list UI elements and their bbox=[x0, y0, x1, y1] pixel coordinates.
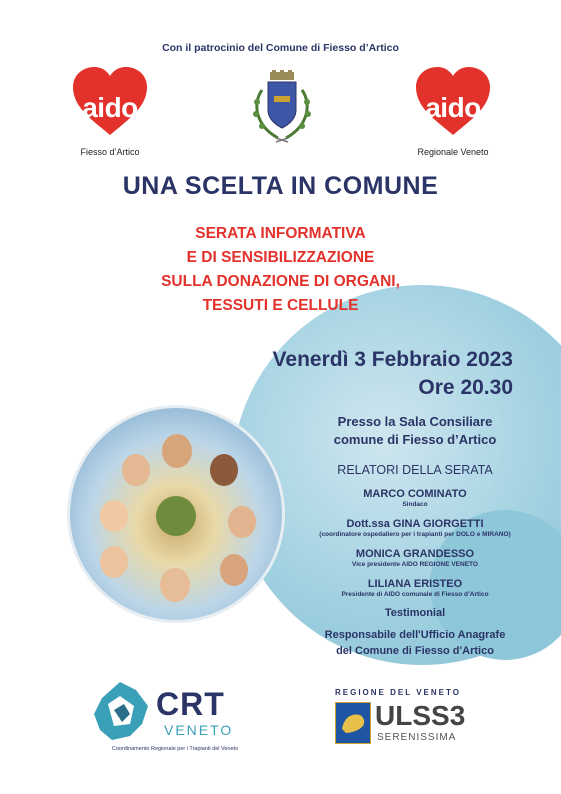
testimonial-line: del Comune di Fiesso d'Artico bbox=[336, 645, 494, 657]
aido-wordmark-right: aido bbox=[425, 92, 481, 123]
crt-word: CRT bbox=[156, 686, 225, 722]
municipal-crest-icon bbox=[248, 70, 316, 150]
aido-caption-right: Regionale Veneto bbox=[417, 147, 489, 157]
testimonial-line: Responsabile dell'Ufficio Anagrafe bbox=[324, 629, 506, 641]
speaker-name: LILIANA ERISTEO bbox=[367, 578, 463, 590]
speaker-role: Presidente di AIDO comunale di Fiesso d’Artico bbox=[341, 591, 489, 598]
crt-sub: VENETO bbox=[164, 722, 234, 738]
event-datetime bbox=[273, 346, 513, 402]
poster-subtitle bbox=[0, 222, 561, 318]
poster-title: UNA SCELTA IN COMUNE bbox=[122, 172, 439, 200]
ulss-name: SERENISSIMA bbox=[377, 732, 457, 743]
speaker-role: (coordinatore ospedaliero per i trapianti per DOLO e MIRANO) bbox=[319, 531, 511, 538]
subtitle-line: TESSUTI E CELLULE bbox=[202, 297, 359, 314]
testimonial-label: Testimonial bbox=[384, 607, 446, 619]
speaker-name: MONICA GRANDESSO bbox=[355, 548, 475, 560]
speakers-heading: RELATORI DELLA SERATA bbox=[337, 463, 493, 477]
speaker-item bbox=[290, 488, 540, 509]
speaker-item bbox=[290, 548, 540, 569]
testimonial-detail bbox=[290, 629, 540, 658]
aido-caption-left: Fiesso d’Artico bbox=[80, 147, 140, 157]
region-label: REGIONE DEL VENETO bbox=[335, 688, 461, 697]
aido-wordmark-left: aido bbox=[82, 92, 138, 123]
subtitle-line: SERATA INFORMATIVA bbox=[195, 225, 366, 242]
ulss-word bbox=[375, 700, 465, 732]
group-photo-image bbox=[70, 408, 282, 620]
ulss-logo bbox=[335, 688, 475, 758]
place-line: Presso la Sala Consiliare bbox=[337, 414, 493, 429]
crt-veneto-shape-icon bbox=[90, 680, 152, 742]
place-line: comune di Fiesso d’Artico bbox=[333, 432, 497, 447]
speaker-item bbox=[290, 518, 540, 539]
ulss-number: 3 bbox=[449, 700, 466, 731]
lion-shield-icon bbox=[335, 702, 371, 744]
speaker-item bbox=[290, 578, 540, 599]
event-place bbox=[290, 413, 540, 449]
crt-caption: Coordinamento Regionale per i Trapianti del Veneto bbox=[111, 746, 239, 752]
ulss-word-text: ULSS bbox=[375, 700, 450, 731]
speaker-name: MARCO COMINATO bbox=[363, 488, 467, 500]
testimonial-block bbox=[290, 607, 540, 620]
aido-logo-left bbox=[55, 67, 165, 157]
crt-logo bbox=[90, 680, 260, 760]
subtitle-line: E DI SENSIBILIZZAZIONE bbox=[186, 249, 375, 266]
subtitle-line: SULLA DONAZIONE DI ORGANI, bbox=[161, 273, 400, 290]
patronage-text: Con il patrocinio del Comune di Fiesso d’Artico bbox=[162, 42, 399, 54]
event-time: Ore 20.30 bbox=[418, 376, 513, 399]
event-date: Venerdì 3 Febbraio 2023 bbox=[272, 348, 513, 371]
speaker-role: Vice presidente AIDO REGIONE VENETO bbox=[352, 561, 478, 568]
speaker-name: Dott.ssa GINA GIORGETTI bbox=[346, 518, 484, 530]
speaker-role: Sindaco bbox=[402, 501, 428, 508]
aido-logo-right bbox=[398, 67, 508, 157]
